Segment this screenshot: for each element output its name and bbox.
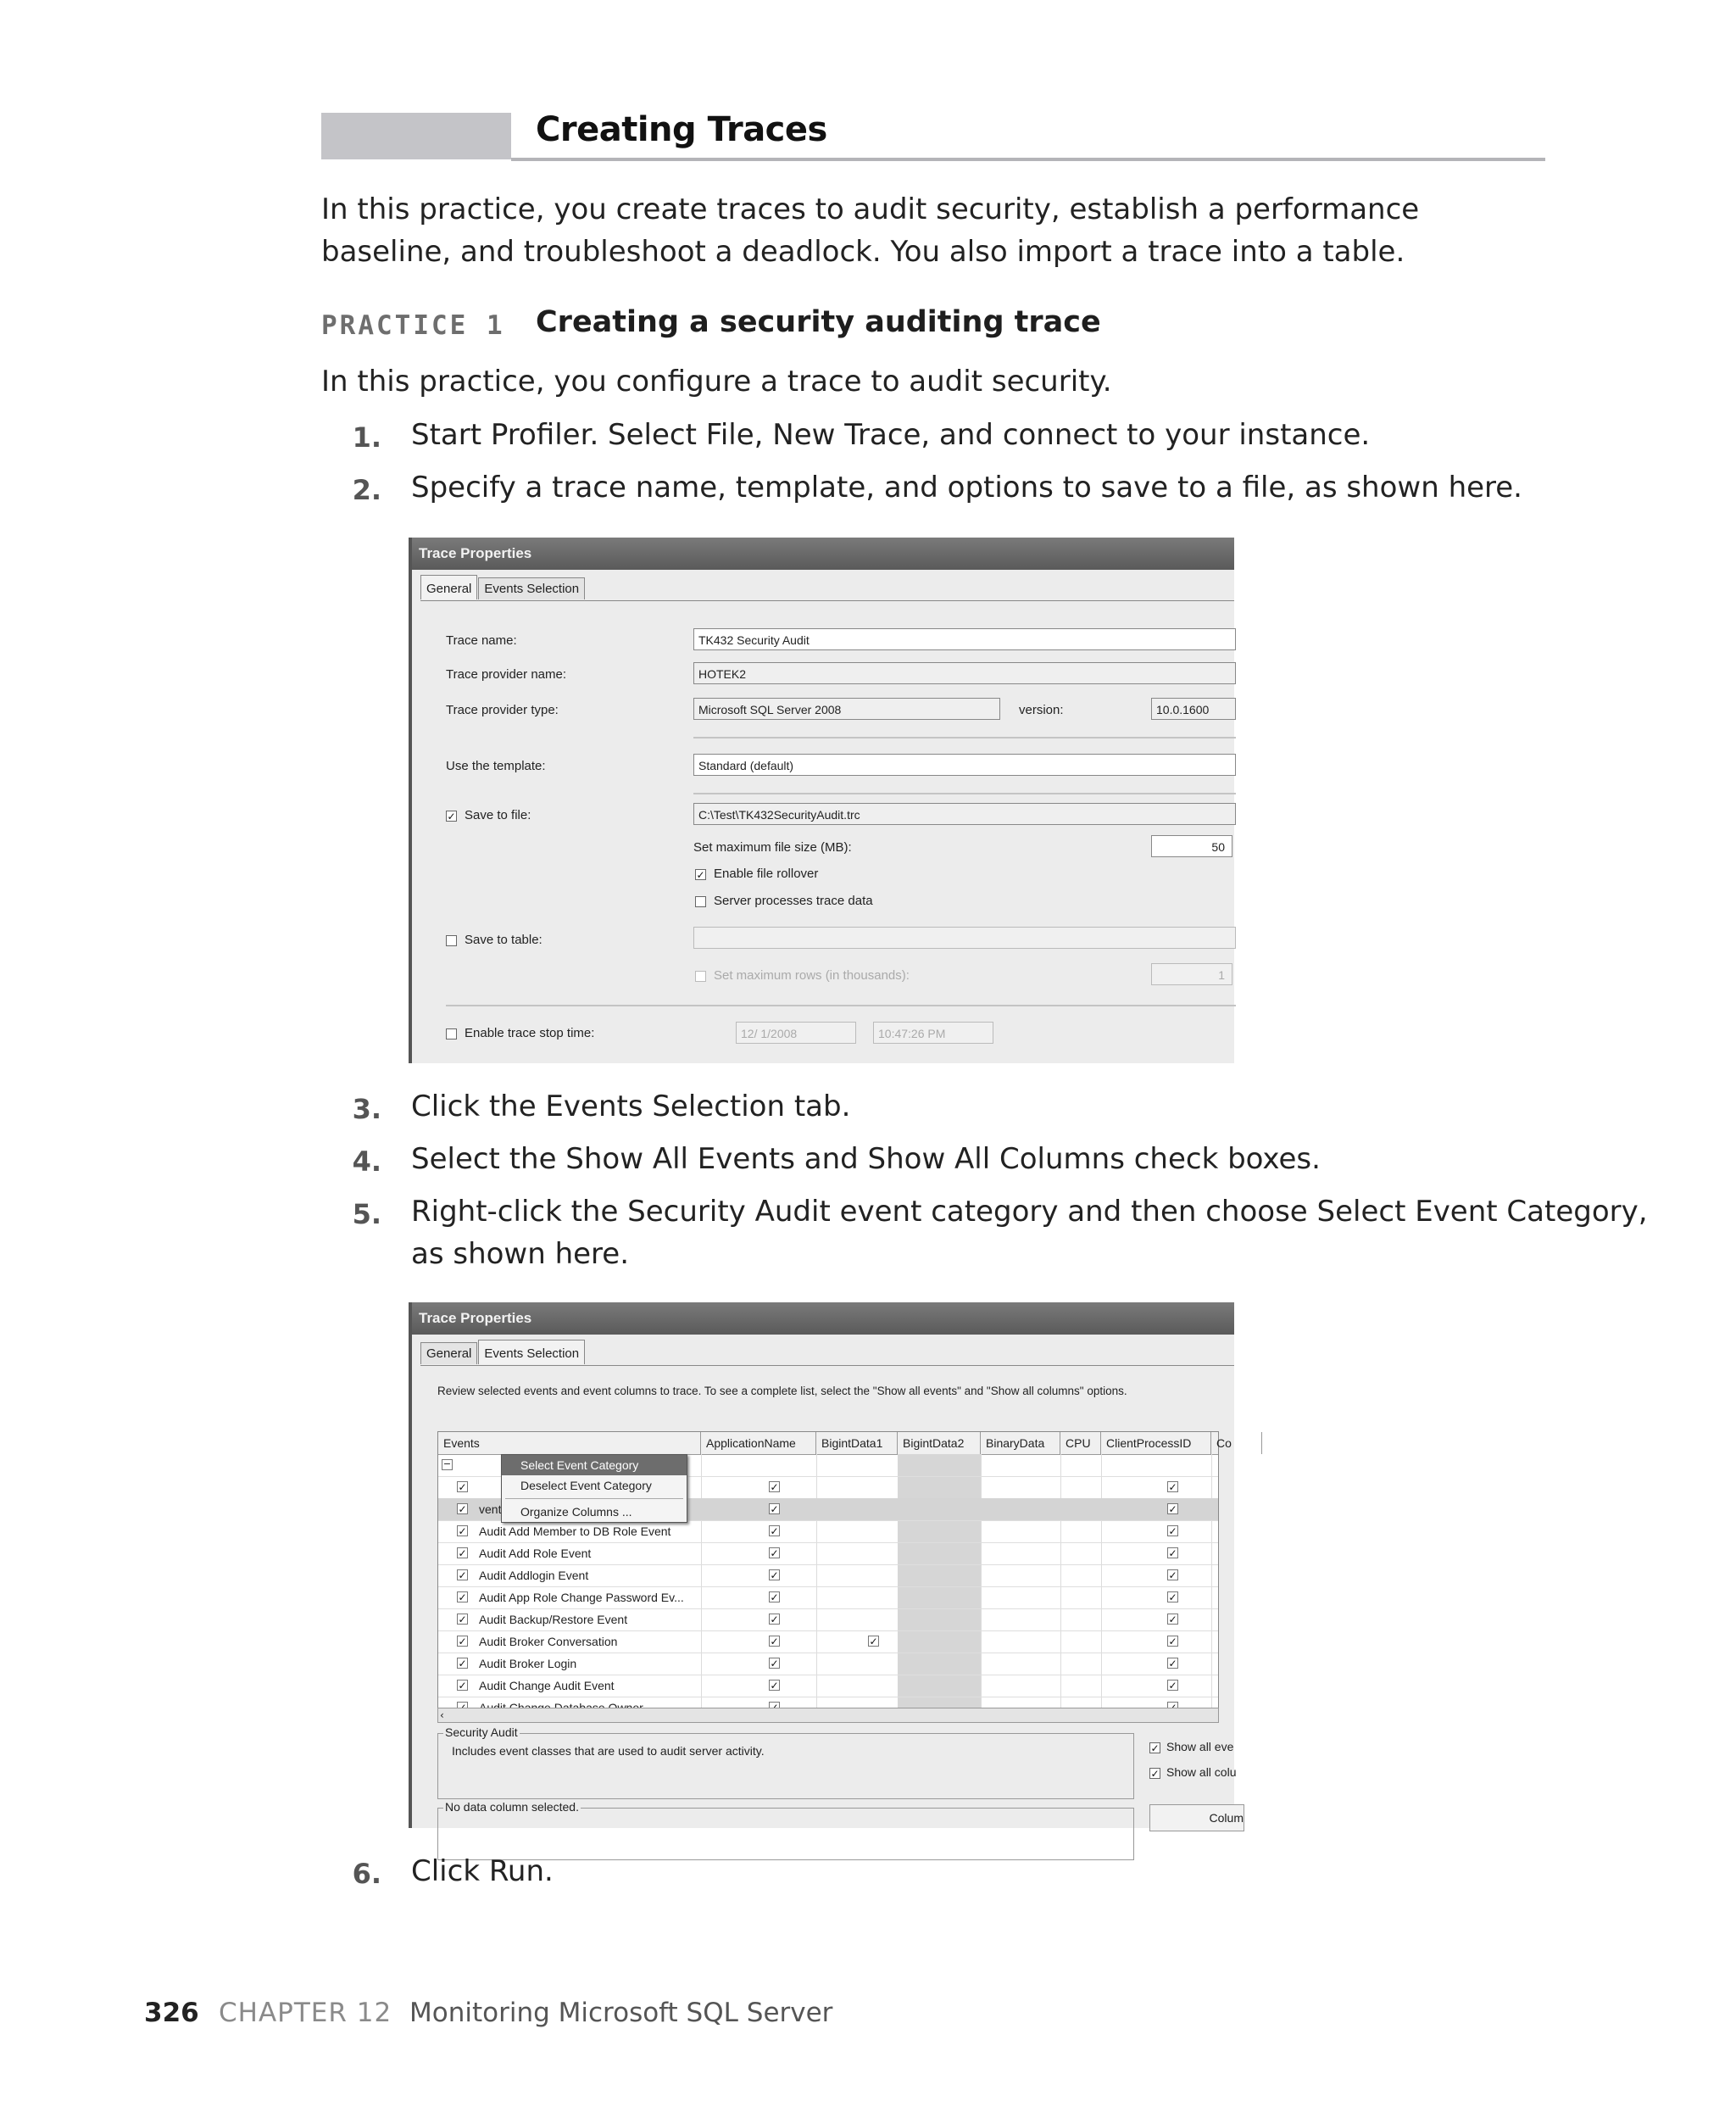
tab-events-selection[interactable]: Events Selection xyxy=(478,577,585,599)
event-checkbox[interactable]: ✓ xyxy=(458,1503,467,1515)
column-checkbox[interactable]: ✓ xyxy=(1168,1525,1177,1537)
event-checkbox[interactable]: ✓ xyxy=(458,1547,467,1559)
menu-item-deselect-event-category[interactable]: Deselect Event Category xyxy=(520,1479,652,1492)
column-checkbox[interactable]: ✓ xyxy=(770,1658,779,1669)
column-checkbox[interactable]: ✓ xyxy=(770,1547,779,1559)
save-file-path[interactable]: C:\Test\TK432SecurityAudit.trc xyxy=(693,803,1236,825)
provider-name-label: Trace provider name: xyxy=(446,667,567,682)
event-name: Audit Add Role Event xyxy=(479,1547,592,1560)
event-name: Audit Change Audit Event xyxy=(479,1679,615,1692)
column-checkbox[interactable]: ✓ xyxy=(1168,1591,1177,1603)
event-checkbox[interactable]: ✓ xyxy=(458,1658,467,1669)
column-header[interactable]: BinaryData xyxy=(981,1432,1060,1454)
column-header[interactable]: ClientProcessID xyxy=(1101,1432,1211,1454)
max-file-size-input[interactable]: 50 xyxy=(1151,835,1232,857)
column-checkbox[interactable]: ✓ xyxy=(770,1569,779,1581)
event-name: Audit Addlogin Event xyxy=(479,1569,589,1582)
grid-header xyxy=(438,1432,1232,1455)
section-title: Creating Traces xyxy=(536,110,827,149)
event-name: Audit App Role Change Password Ev... xyxy=(479,1591,684,1604)
show-all-events-checkbox[interactable]: ✓ xyxy=(1150,1742,1160,1754)
step-text: Start Profiler. Select File, New Trace, and connect to your instance. xyxy=(411,418,1371,452)
column-header[interactable]: BigintData2 xyxy=(898,1432,981,1454)
chapter-title: Monitoring Microsoft SQL Server xyxy=(409,1998,833,2028)
category-groupbox xyxy=(437,1725,1134,1799)
column-checkbox[interactable]: ✓ xyxy=(770,1503,779,1515)
show-all-events-label: Show all eve xyxy=(1166,1740,1234,1753)
table-row[interactable] xyxy=(438,1675,1218,1697)
column-checkbox[interactable]: ✓ xyxy=(770,1481,779,1493)
step-text: Click Run. xyxy=(411,1854,554,1888)
save-to-table-label: Save to table: xyxy=(465,933,542,947)
column-checkbox[interactable]: ✓ xyxy=(1168,1569,1177,1581)
column-checkbox[interactable]: ✓ xyxy=(1168,1547,1177,1559)
context-menu xyxy=(501,1454,687,1523)
column-checkbox[interactable]: ✓ xyxy=(770,1591,779,1603)
chapter-label: CHAPTER 12 xyxy=(219,1998,392,2028)
step-number: 6. xyxy=(352,1858,381,1890)
step-number: 3. xyxy=(352,1093,381,1125)
template-label: Use the template: xyxy=(446,759,546,773)
menu-item-select-event-category[interactable]: Select Event Category xyxy=(502,1455,687,1475)
tab-events-selection[interactable]: Events Selection xyxy=(478,1340,585,1364)
dialog-title: Trace Properties xyxy=(412,1302,1234,1335)
column-checkbox[interactable]: ✓ xyxy=(770,1525,779,1537)
column-checkbox[interactable]: ✓ xyxy=(770,1614,779,1625)
server-processes-label: Server processes trace data xyxy=(714,894,873,908)
step-number: 4. xyxy=(352,1145,381,1178)
table-row[interactable] xyxy=(438,1630,1218,1653)
step-text: Select the Show All Events and Show All Columns check boxes. xyxy=(411,1142,1321,1176)
event-checkbox[interactable]: ✓ xyxy=(458,1569,467,1581)
practice-intro: In this practice, you configure a trace to audit security. xyxy=(321,365,1112,399)
table-row[interactable] xyxy=(438,1586,1218,1609)
column-filters-button[interactable]: Colum xyxy=(1149,1804,1244,1831)
section-rule xyxy=(511,158,1545,161)
events-grid[interactable] xyxy=(437,1431,1232,1709)
save-table-field xyxy=(693,927,1236,949)
category-title: Security Audit xyxy=(445,1725,518,1739)
file-rollover-label: Enable file rollover xyxy=(714,867,819,881)
column-header[interactable]: CPU xyxy=(1060,1432,1101,1454)
table-row[interactable] xyxy=(438,1520,1218,1543)
column-checkbox[interactable]: ✓ xyxy=(1168,1658,1177,1669)
table-row[interactable] xyxy=(438,1608,1218,1631)
trace-properties-general-screenshot xyxy=(409,538,1234,1063)
stop-time-checkbox[interactable] xyxy=(446,1028,457,1039)
file-rollover-checkbox[interactable]: ✓ xyxy=(696,869,705,881)
event-name: Audit Backup/Restore Event xyxy=(479,1613,628,1626)
tab-general[interactable]: General xyxy=(420,575,477,599)
provider-name-field: HOTEK2 xyxy=(693,662,1236,684)
column-checkbox[interactable]: ✓ xyxy=(1168,1614,1177,1625)
stop-time-label: Enable trace stop time: xyxy=(465,1026,595,1040)
table-row[interactable] xyxy=(438,1564,1218,1587)
max-rows-checkbox xyxy=(695,971,706,982)
trace-name-label: Trace name: xyxy=(446,633,517,648)
page-number: 326 xyxy=(144,1998,199,2028)
event-checkbox[interactable]: ✓ xyxy=(458,1614,467,1625)
category-description: Includes event classes that are used to audit server activity. xyxy=(452,1744,765,1758)
event-checkbox[interactable]: ✓ xyxy=(458,1636,467,1647)
max-file-size-label: Set maximum file size (MB): xyxy=(693,840,852,855)
save-to-file-checkbox[interactable]: ✓ xyxy=(447,811,456,822)
version-field: 10.0.1600 xyxy=(1151,698,1236,720)
event-name: vent xyxy=(479,1502,502,1516)
server-processes-checkbox[interactable] xyxy=(695,896,706,907)
column-header[interactable]: BigintData1 xyxy=(816,1432,898,1454)
event-checkbox[interactable]: ✓ xyxy=(458,1481,467,1493)
column-checkbox[interactable]: ✓ xyxy=(1168,1503,1177,1515)
step-text: Click the Events Selection tab. xyxy=(411,1090,851,1123)
max-rows-input: 1 xyxy=(1151,963,1232,985)
column-checkbox[interactable]: ✓ xyxy=(1168,1481,1177,1493)
divider xyxy=(446,1005,1236,1006)
collapse-icon[interactable]: − xyxy=(442,1458,452,1469)
events-description: Review selected events and event columns to trace. To see a complete list, select the "Show all events" and "Show all columns" options. xyxy=(437,1385,1127,1397)
column-checkbox[interactable]: ✓ xyxy=(1168,1680,1177,1692)
event-checkbox[interactable]: ✓ xyxy=(458,1680,467,1692)
step-text: Right-click the Security Audit event category and then choose Select Event Category, xyxy=(411,1195,1648,1229)
event-name: Audit Add Member to DB Role Event xyxy=(479,1524,671,1538)
max-rows-label: Set maximum rows (in thousands): xyxy=(714,968,910,983)
save-to-table-checkbox[interactable] xyxy=(446,935,457,946)
column-header[interactable]: Co xyxy=(1211,1432,1262,1454)
show-all-columns-label: Show all colu xyxy=(1166,1765,1237,1779)
trace-name-input[interactable]: TK432 Security Audit xyxy=(693,628,1236,650)
column-checkbox[interactable]: ✓ xyxy=(1168,1636,1177,1647)
tab-general[interactable]: General xyxy=(420,1342,477,1364)
divider xyxy=(693,737,1236,739)
column-checkbox[interactable]: ✓ xyxy=(770,1636,779,1647)
step-number: 5. xyxy=(352,1198,381,1230)
column-header[interactable]: Events xyxy=(438,1432,701,1454)
template-select[interactable]: Standard (default) xyxy=(693,754,1236,776)
practice-title: Creating a security auditing trace xyxy=(536,305,1101,339)
step-number: 1. xyxy=(352,421,381,454)
scroll-left-icon[interactable]: ‹ xyxy=(440,1709,444,1721)
stop-date-picker: 12/ 1/2008 xyxy=(736,1022,856,1044)
dialog-title: Trace Properties xyxy=(412,538,1234,570)
event-checkbox[interactable]: ✓ xyxy=(458,1591,467,1603)
trace-properties-events-screenshot xyxy=(409,1302,1244,1828)
intro-paragraph: In this practice, you create traces to audit security, establish a performance baseline, and troubleshoot a deadlock. You also import a trace into a table. xyxy=(321,192,1420,269)
column-checkbox[interactable]: ✓ xyxy=(770,1680,779,1692)
step-text-continued: as shown here. xyxy=(411,1237,630,1271)
provider-type-field: Microsoft SQL Server 2008 xyxy=(693,698,1000,720)
stop-time-spinner: 10:47:26 PM xyxy=(873,1022,993,1044)
horizontal-scrollbar[interactable] xyxy=(437,1708,1219,1723)
divider xyxy=(693,793,1236,794)
show-all-columns-checkbox[interactable]: ✓ xyxy=(1150,1768,1160,1780)
menu-item-organize-columns[interactable]: Organize Columns ... xyxy=(520,1505,632,1519)
column-header[interactable]: ApplicationName xyxy=(701,1432,816,1454)
column-checkbox[interactable]: ✓ xyxy=(869,1636,878,1647)
event-name: Audit Broker Conversation xyxy=(479,1635,618,1648)
event-checkbox[interactable]: ✓ xyxy=(458,1525,467,1537)
section-heading-bar xyxy=(321,113,511,159)
table-row[interactable] xyxy=(438,1542,1218,1565)
step-text: Specify a trace name, template, and options to save to a file, as shown here. xyxy=(411,471,1522,504)
version-label: version: xyxy=(1019,703,1064,717)
save-to-file-label: Save to file: xyxy=(465,808,531,822)
step-number: 2. xyxy=(352,474,381,506)
no-column-label: No data column selected. xyxy=(445,1800,579,1814)
menu-separator xyxy=(505,1498,683,1499)
event-name: Audit Broker Login xyxy=(479,1657,577,1670)
provider-type-label: Trace provider type: xyxy=(446,703,559,717)
practice-label: PRACTICE 1 xyxy=(321,310,505,341)
table-row[interactable] xyxy=(438,1653,1218,1675)
